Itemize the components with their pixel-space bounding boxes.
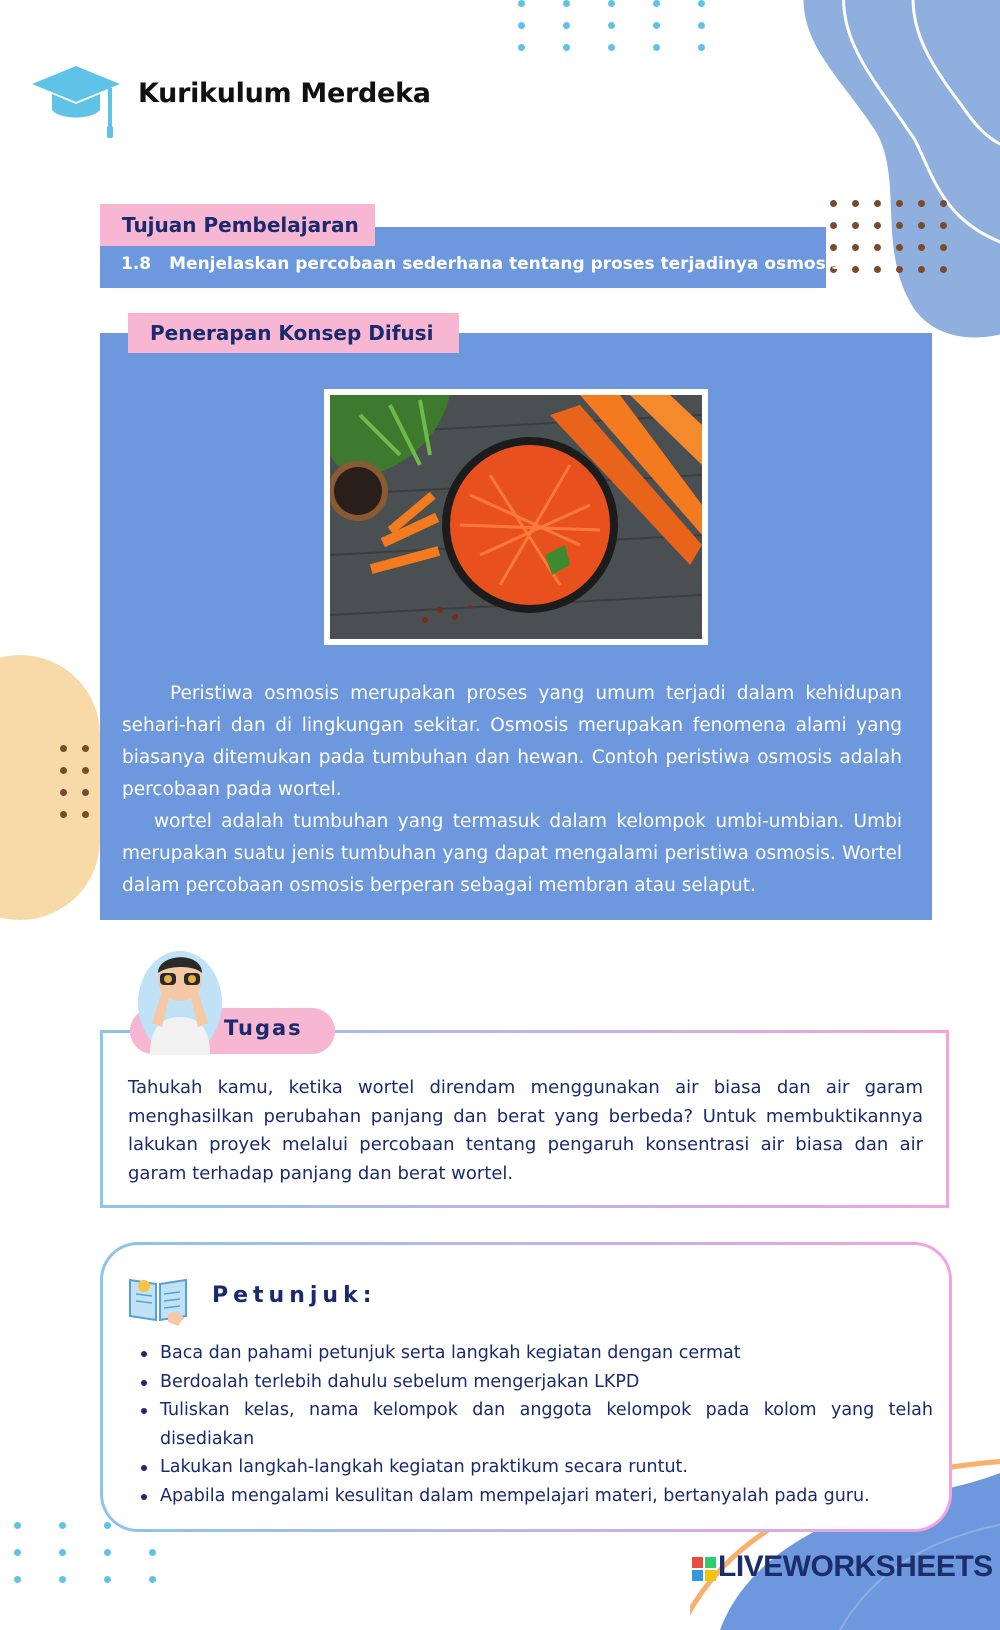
decorative-dot (149, 1576, 156, 1583)
decorative-dot (60, 811, 67, 818)
decorative-dot (874, 200, 881, 207)
decorative-dot (14, 1522, 21, 1529)
decorative-dot (852, 266, 859, 273)
instruction-item: Lakukan langkah-langkah kegiatan praktikum secara runtut. (138, 1453, 933, 1482)
decorative-dot (563, 22, 570, 29)
decorative-dot (82, 745, 89, 752)
dot-grid-right (830, 200, 950, 280)
decorative-blob-top-right (795, 0, 1000, 350)
decorative-dot (874, 266, 881, 273)
decorative-dot (518, 0, 525, 7)
decorative-dot (830, 222, 837, 229)
concept-paragraphs (122, 678, 902, 902)
objective-description: Menjelaskan percobaan sederhana tentang proses terjadinya osmosis (169, 254, 842, 274)
decorative-dot (874, 222, 881, 229)
decorative-dot (896, 222, 903, 229)
decorative-dot (14, 1549, 21, 1556)
dot-grid-bottom-left (14, 1522, 164, 1597)
concept-paragraph-2: wortel adalah tumbuhan yang termasuk dalam kelompok umbi-umbian. Umbi merupakan suatu jenis tumbuhan yang dapat mengalami peristiwa osmosis. Wortel dalam percobaan osmosis berperan sebagai membran atau selaput. (122, 811, 902, 896)
learning-objective-text (121, 254, 842, 274)
instruction-item: Apabila mengalami kesulitan dalam mempelajari materi, bertanyalah pada guru. (138, 1482, 933, 1511)
decorative-dot (59, 1522, 66, 1529)
task-text: Tahukah kamu, ketika wortel direndam menggunakan air biasa dan air garam menghasilkan perubahan panjang dan berat yang berbeda? Untuk membuktikannya lakukan proyek melalui percobaan tentang pengaruh konsentrasi air biasa dan air garam terhadap panjang dan berat wortel. (128, 1077, 923, 1184)
decorative-dot (896, 266, 903, 273)
decorative-dot (698, 0, 705, 7)
decorative-dot (608, 44, 615, 51)
liveworksheets-logo-icon (692, 1557, 716, 1581)
open-book-icon (128, 1274, 188, 1326)
decorative-dot (653, 44, 660, 51)
decorative-dot (918, 200, 925, 207)
decorative-dot (698, 22, 705, 29)
brand-title: Kurikulum Merdeka (138, 78, 431, 109)
decorative-dot (940, 244, 947, 251)
decorative-dot (104, 1576, 111, 1583)
decorative-dot (82, 767, 89, 774)
concept-tab (128, 313, 459, 353)
decorative-dot (940, 266, 947, 273)
objective-number: 1.8 (121, 254, 152, 274)
decorative-dot (918, 266, 925, 273)
instruction-item: Baca dan pahami petunjuk serta langkah kegiatan dengan cermat (138, 1339, 933, 1368)
decorative-dot (852, 244, 859, 251)
student-binoculars-avatar (136, 943, 224, 1055)
decorative-dot (918, 244, 925, 251)
decorative-dot (149, 1549, 156, 1556)
task-label: Tugas (224, 1016, 303, 1040)
decorative-dot (940, 222, 947, 229)
graduation-cap-icon (30, 64, 122, 140)
dot-grid-top (518, 0, 708, 62)
learning-objective-tab (100, 204, 375, 246)
decorative-dot (852, 200, 859, 207)
instructions-title: Petunjuk: (212, 1283, 377, 1308)
decorative-dot (563, 0, 570, 7)
decorative-dot (82, 789, 89, 796)
liveworksheets-watermark: LIVEWORKSHEETS (718, 1550, 993, 1583)
concept-label: Penerapan Konsep Difusi (150, 321, 434, 345)
instruction-item: Berdoalah terlebih dahulu sebelum mengerjakan LKPD (138, 1368, 933, 1397)
instructions-list (138, 1339, 933, 1510)
carrot-salad-photo (330, 395, 702, 639)
decorative-dot (104, 1522, 111, 1529)
decorative-dot (608, 22, 615, 29)
learning-objective-label: Tujuan Pembelajaran (122, 213, 359, 237)
decorative-dot (830, 200, 837, 207)
decorative-dot (60, 789, 67, 796)
decorative-dot (698, 44, 705, 51)
concept-paragraph-1: Peristiwa osmosis merupakan proses yang umum terjadi dalam kehidupan sehari-hari dan di lingkungan sekitar. Osmosis merupakan fenomena alami yang biasanya ditemukan pada tumbuhan dan hewan. Contoh peristiwa osmosis adalah percobaan pada wortel. (122, 683, 902, 800)
decorative-dot (940, 200, 947, 207)
decorative-dot (60, 745, 67, 752)
decorative-dot (59, 1549, 66, 1556)
dot-grid-left (60, 745, 100, 825)
decorative-dot (918, 222, 925, 229)
instruction-item: Tuliskan kelas, nama kelompok dan anggota kelompok pada kolom yang telah disediakan (138, 1396, 933, 1453)
decorative-dot (82, 811, 89, 818)
decorative-dot (896, 200, 903, 207)
decorative-dot (896, 244, 903, 251)
decorative-dot (59, 1576, 66, 1583)
decorative-dot (608, 0, 615, 7)
decorative-dot (518, 44, 525, 51)
decorative-dot (60, 767, 67, 774)
decorative-dot (104, 1549, 111, 1556)
decorative-dot (563, 44, 570, 51)
decorative-dot (518, 22, 525, 29)
decorative-dot (14, 1576, 21, 1583)
decorative-dot (653, 0, 660, 7)
decorative-dot (852, 222, 859, 229)
decorative-dot (830, 244, 837, 251)
decorative-dot (653, 22, 660, 29)
decorative-dot (874, 244, 881, 251)
